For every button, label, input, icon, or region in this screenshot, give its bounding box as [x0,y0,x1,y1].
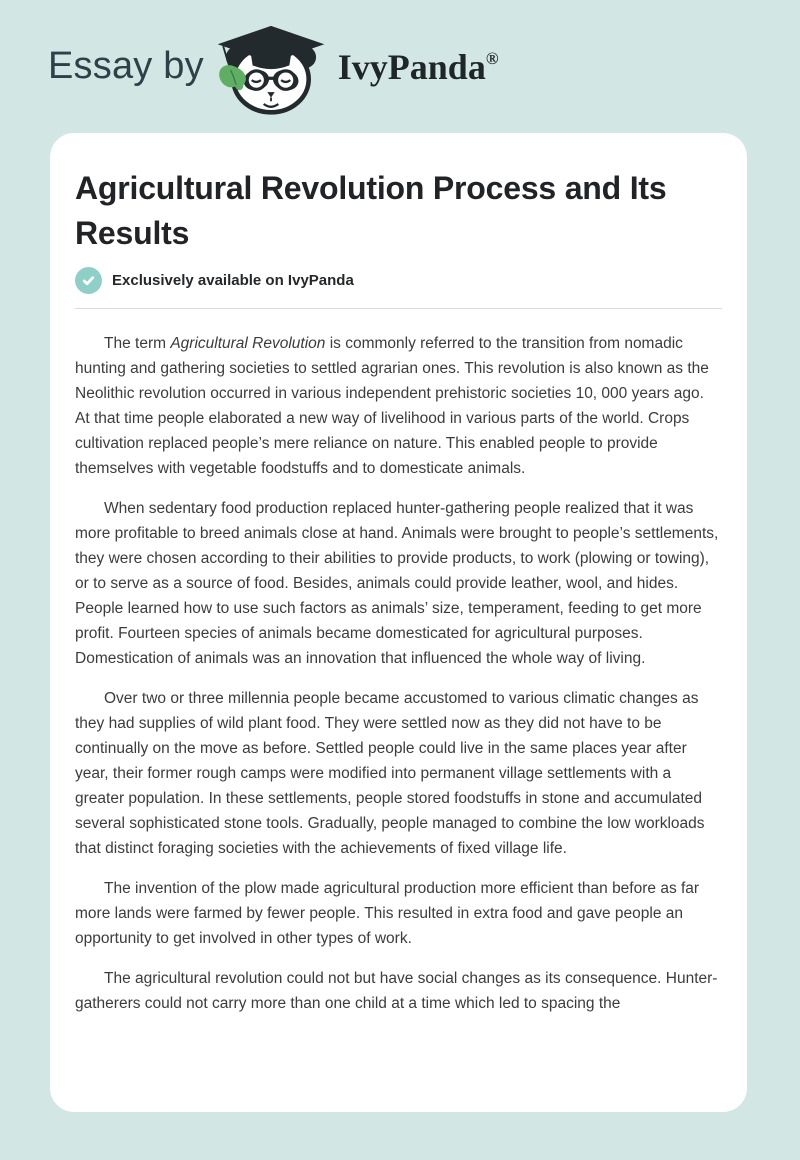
site-header [0,0,800,133]
paragraph-1-lead: The term [104,335,171,352]
availability-row [75,267,722,294]
brand-name: IvyPanda [337,46,486,87]
availability-label: Exclusively available on IvyPanda [112,272,354,289]
check-icon [75,267,102,294]
paragraph-1-italic-term: Agricultural Revolution [170,335,326,352]
essay-paragraph-1 [75,331,722,481]
essay-title-line1: Agricultural Revolution Process and Its [75,170,667,206]
brand-wordmark [338,46,499,88]
ivypanda-panda-logo-icon [214,23,328,117]
essay-title-line2: Results [75,215,190,251]
essay-paragraph-3: Over two or three millennia people became accustomed to various climatic changes as they had supplies of wild plant food. They were settled now as they did not have to be continually on the move as before. Settled people could live in the same places year after year, their former rough camps were modified into permanent village settlements with a greater population. In these settlements, people stored foodstuffs in stone and accumulated several sophisticated stone tools. Gradually, people managed to combine the low workloads that distinct foraging societies with the achievements of fixed village life. [75,690,705,857]
essay-paragraph-5: The agricultural revolution could not but have social changes as its consequence. Hunter-gatherers could not carry more than one child at a time which led to spacing the [75,970,718,1012]
essay-card [50,133,747,1112]
registered-trademark-symbol: ® [485,48,499,68]
divider [75,308,722,309]
essay-paragraph-4: The invention of the plow made agricultural production more efficient than before as far more lands were farmed by fewer people. This resulted in extra food and gave people an opportunity to get involved in other types of work. [75,880,700,947]
paragraph-1-rest: is commonly referred to the transition from nomadic hunting and gathering societies to settled agrarian ones. This revolution is also known as the Neolithic revolution occurred in various independent prehistoric societies 10, 000 years ago. At that time people elaborated a new way of livelihood in various parts of the world. Crops cultivation replaced people’s mere reliance on nature. This enabled people to provide themselves with vegetable foodstuffs and to domesticate animals. [75,335,709,477]
essay-paragraph-2: When sedentary food production replaced hunter-gathering people realized that it was more profitable to breed animals close at hand. Animals were brought to people’s settlements, they were chosen according to their abilities to provide products, to work (plowing or towing), or to serve as a source of food. Besides, animals could provide leather, wool, and hides. People learned how to use such factors as animals’ size, temperament, feeding to get more profit. Fourteen species of animals became domesticated for agricultural purposes. Domestication of animals was an innovation that influenced the whole way of living. [75,500,719,667]
essay-title [75,166,722,256]
essay-by-label: Essay by [48,45,204,87]
